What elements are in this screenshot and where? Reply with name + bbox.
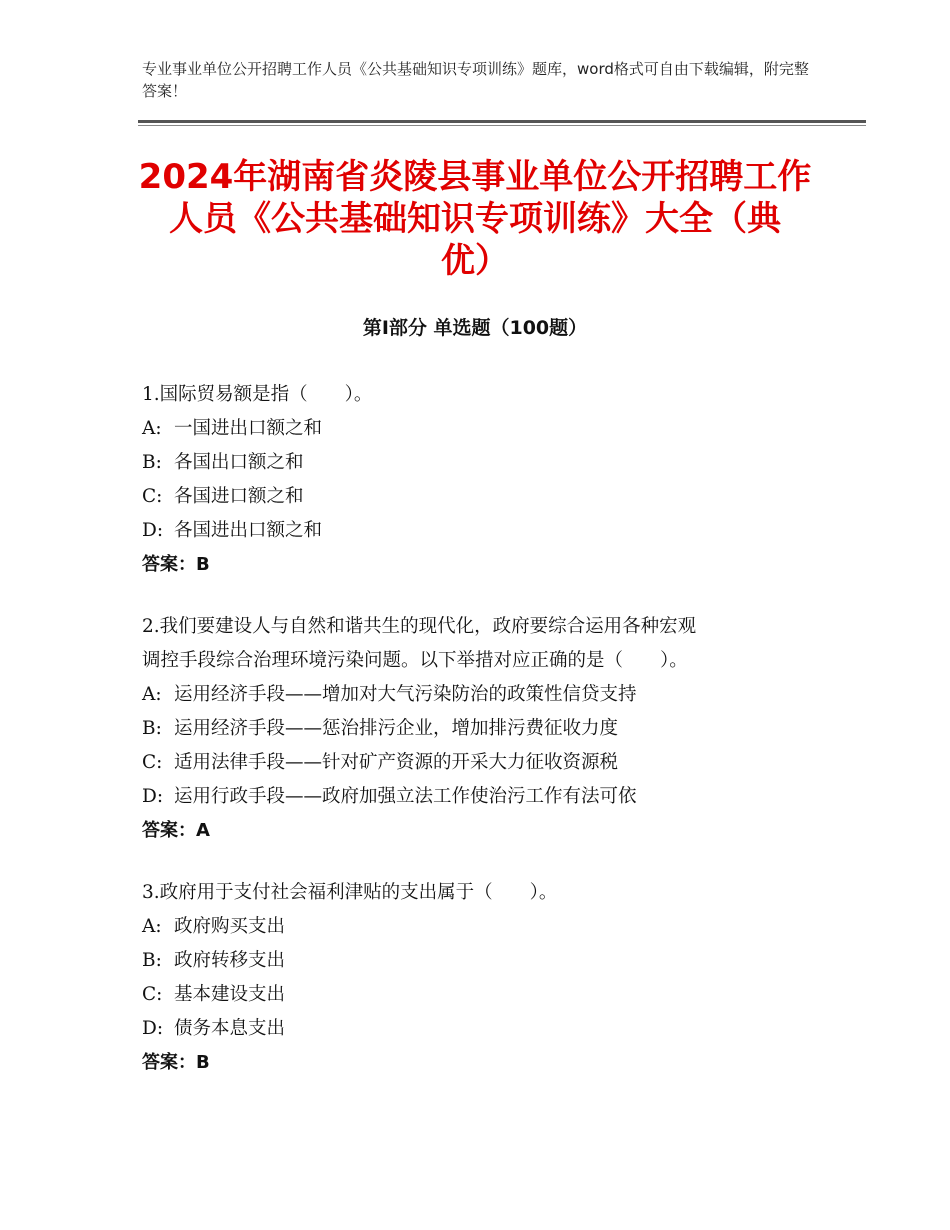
option-a — [142, 910, 842, 944]
question-list — [142, 378, 842, 1108]
option-text: 政府购买支出 — [174, 916, 286, 937]
option-letter: A: — [142, 684, 162, 705]
option-letter: C: — [142, 752, 163, 773]
option-letter: D: — [142, 786, 164, 807]
header-note: 专业事业单位公开招聘工作人员《公共基础知识专项训练》题库，word格式可自由下载编辑，附完整答案！ — [142, 60, 809, 100]
option-text: 各国进口额之和 — [174, 486, 304, 507]
option-text: 各国出口额之和 — [174, 452, 304, 473]
question-stem: 2.我们要建设人与自然和谐共生的现代化，政府要综合运用各种宏观 — [142, 616, 697, 637]
header-divider — [138, 120, 866, 123]
option-text: 基本建设支出 — [174, 984, 286, 1005]
option-a — [142, 412, 842, 446]
option-letter: D: — [142, 520, 164, 541]
title-line-1: 2024年湖南省炎陵县事业单位公开招聘工作 — [138, 157, 812, 197]
option-a — [142, 678, 842, 712]
option-text: 运用经济手段——惩治排污企业，增加排污费征收力度 — [174, 718, 619, 739]
question-stem-continued: 调控手段综合治理环境污染问题。以下举措对应正确的是（ ）。 — [142, 650, 688, 671]
question-stem: 1.国际贸易额是指（ ）。 — [142, 384, 373, 405]
header-divider-thin — [138, 125, 866, 126]
option-d — [142, 514, 842, 548]
section-heading: 第Ⅰ部分 单选题（100题） — [362, 317, 588, 339]
option-text: 一国进出口额之和 — [174, 418, 323, 439]
question-2 — [142, 610, 842, 848]
option-c — [142, 978, 842, 1012]
option-c — [142, 480, 842, 514]
question-1 — [142, 378, 842, 582]
option-text: 运用经济手段——增加对大气污染防治的政策性信贷支持 — [174, 684, 637, 705]
option-text: 政府转移支出 — [174, 950, 286, 971]
document-title — [138, 156, 812, 282]
option-d — [142, 780, 842, 814]
option-letter: B: — [142, 718, 162, 739]
option-text: 债务本息支出 — [174, 1018, 286, 1039]
answer: 答案：A — [142, 820, 210, 841]
option-letter: C: — [142, 984, 163, 1005]
question-3 — [142, 876, 842, 1080]
option-letter: B: — [142, 950, 162, 971]
option-b — [142, 446, 842, 480]
option-b — [142, 944, 842, 978]
option-text: 各国进出口额之和 — [174, 520, 323, 541]
option-letter: A: — [142, 916, 162, 937]
option-b — [142, 712, 842, 746]
answer: 答案：B — [142, 1052, 210, 1073]
option-letter: D: — [142, 1018, 164, 1039]
option-letter: C: — [142, 486, 163, 507]
option-d — [142, 1012, 842, 1046]
option-text: 适用法律手段——针对矿产资源的开采大力征收资源税 — [174, 752, 619, 773]
option-letter: A: — [142, 418, 162, 439]
question-stem: 3.政府用于支付社会福利津贴的支出属于（ ）。 — [142, 882, 558, 903]
option-letter: B: — [142, 452, 162, 473]
title-line-3: 优） — [441, 241, 509, 281]
option-c — [142, 746, 842, 780]
answer: 答案：B — [142, 554, 210, 575]
title-line-2: 人员《公共基础知识专项训练》大全（典 — [169, 199, 781, 239]
option-text: 运用行政手段——政府加强立法工作使治污工作有法可依 — [174, 786, 637, 807]
